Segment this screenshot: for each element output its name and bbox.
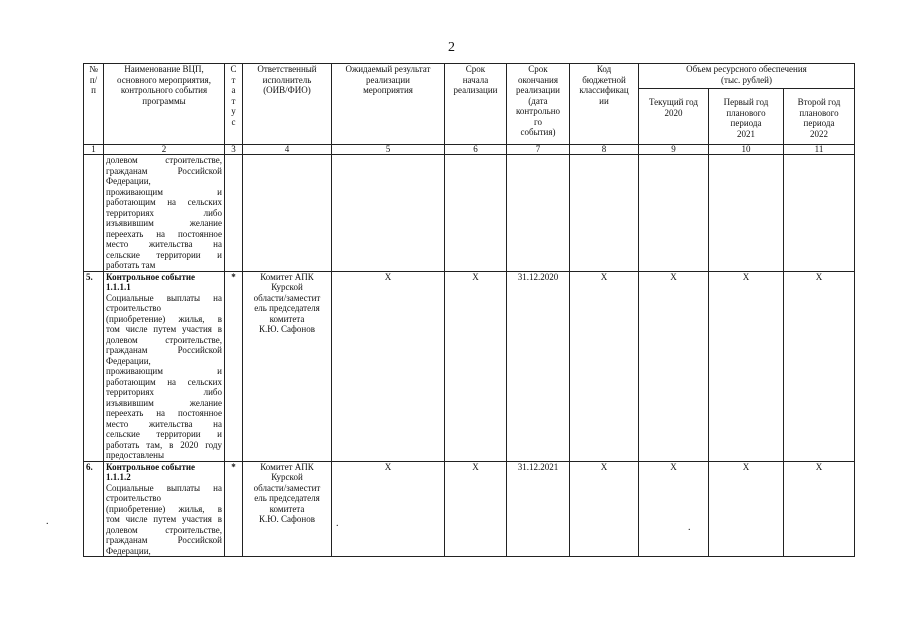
description-line: переехать на постоянное — [106, 228, 222, 239]
header-line: С — [230, 64, 237, 74]
header-executor — [243, 64, 332, 145]
description-line: строительство — [106, 493, 161, 503]
description-line: работать там, в 2020 году — [106, 439, 222, 450]
row-result: X — [332, 461, 445, 557]
header-line: (ОИВ/ФИО) — [263, 85, 311, 95]
header-line: Первый год — [723, 97, 769, 107]
header-line: № — [89, 64, 98, 74]
header-line: реализации — [366, 74, 410, 85]
description-line: долевом строительстве, — [106, 155, 222, 165]
event-code: 1.1.1.1 — [106, 282, 131, 292]
header-line: события) — [520, 127, 556, 137]
row-end — [507, 155, 570, 272]
resources-unit: (тыс. рублей) — [721, 74, 772, 85]
scan-speck: . — [336, 518, 339, 529]
executor-line: ель председателя — [254, 303, 320, 313]
description-line: долевом строительстве, — [106, 524, 222, 535]
executor-line: комитета — [269, 503, 305, 514]
header-line: Ожидаемый результат — [345, 64, 431, 74]
header-line: Срок — [528, 64, 548, 74]
description-line: работающим на сельских — [106, 197, 222, 207]
description-line: долевом строительстве, — [106, 334, 222, 345]
header-line: 2022 — [810, 128, 828, 139]
row-year-2021: X — [709, 271, 784, 461]
description-line: гражданам Российской — [106, 535, 222, 545]
header-line: 2021 — [737, 128, 755, 139]
header-line: исполнитель — [262, 74, 312, 85]
header-line: Код — [596, 64, 612, 74]
row-executor — [243, 271, 332, 461]
column-number: 1 — [84, 145, 104, 155]
event-code: 1.1.1.2 — [106, 472, 131, 482]
description-line: том числе путем участия в — [106, 514, 222, 524]
header-line: т — [231, 74, 236, 85]
description-line: том числе путем участия в — [106, 324, 222, 334]
executor-line: ель председателя — [254, 493, 320, 503]
header-line: с — [231, 116, 236, 127]
description-line: работающим на сельских — [106, 376, 222, 387]
header-line: мероприятия — [363, 85, 413, 95]
header-line: 2020 — [664, 107, 683, 118]
description-line: строительство — [106, 303, 161, 313]
row-result — [332, 155, 445, 272]
header-line: Наименование ВЦП, — [124, 64, 204, 74]
header-line: планового — [726, 107, 766, 118]
description-line: место жительства на — [106, 418, 222, 429]
description-line: территориях либо — [106, 207, 222, 218]
header-line: реализации — [453, 85, 498, 95]
description-line: проживающим и — [106, 366, 222, 376]
description-line: Федерации, — [106, 176, 151, 186]
header-line: т — [231, 95, 236, 106]
row-start — [445, 155, 507, 272]
row-year-2021 — [709, 155, 784, 272]
description-line: изъявившим желание — [106, 397, 222, 408]
row-status: * — [225, 271, 243, 461]
header-year-current — [639, 89, 709, 145]
row-status — [225, 155, 243, 272]
header-line: а — [231, 85, 236, 95]
row-year-2021: X — [709, 461, 784, 557]
header-line: реализации — [516, 85, 560, 95]
header-line: начала — [462, 74, 489, 85]
column-number: 9 — [639, 145, 709, 155]
executor-line: области/заместит — [253, 482, 321, 493]
description-line: гражданам Российской — [106, 165, 222, 176]
row-end: 31.12.2021 — [507, 461, 570, 557]
description-line: (приобретение) жилья, в — [106, 503, 222, 514]
header-status — [225, 64, 243, 145]
column-numbers-row — [84, 145, 855, 155]
description-line: сельские территории и — [106, 249, 222, 260]
header-num — [84, 64, 104, 145]
row-year-2022 — [784, 155, 855, 272]
header-resources — [639, 64, 855, 89]
column-number: 10 — [709, 145, 784, 155]
row-year-2022: X — [784, 461, 855, 557]
resources-title: Объем ресурсного обеспечения — [686, 64, 807, 74]
table-row — [84, 461, 855, 557]
table-row — [84, 271, 855, 461]
header-line: контрольно — [515, 106, 561, 116]
table-row — [84, 155, 855, 272]
executor-line: Курской — [271, 472, 303, 482]
executor-line: К.Ю. Сафонов — [259, 514, 315, 524]
header-line: планового — [799, 107, 839, 118]
header-line: Срок — [465, 64, 486, 74]
header-line: Второй год — [797, 97, 841, 107]
header-line: п/ — [89, 74, 98, 85]
row-name — [104, 155, 225, 272]
header-result — [332, 64, 445, 145]
executor-line: области/заместит — [253, 292, 321, 303]
description-line: Социальные выплаты на — [106, 482, 222, 493]
header-line: контрольного события — [120, 85, 208, 95]
header-line: окончания — [517, 74, 559, 85]
header-line: классификац — [579, 85, 629, 95]
program-table — [83, 63, 855, 557]
description-line: Социальные выплаты на — [106, 292, 222, 303]
column-number: 2 — [104, 145, 225, 155]
row-name — [104, 271, 225, 461]
event-title: Контрольное событие — [106, 461, 196, 472]
header-end — [507, 64, 570, 145]
executor-line: Комитет АПК — [260, 271, 314, 282]
header-line: Текущий год — [649, 97, 698, 107]
row-number — [84, 155, 104, 272]
header-start — [445, 64, 507, 145]
column-number: 5 — [332, 145, 445, 155]
row-result: X — [332, 271, 445, 461]
header-line: Ответственный — [257, 64, 317, 74]
executor-line: К.Ю. Сафонов — [259, 324, 315, 334]
header-line: периода — [803, 118, 835, 128]
scan-speck: . — [688, 522, 691, 533]
description-line: Федерации, — [106, 545, 151, 556]
description-line: место жительства на — [106, 239, 222, 249]
row-number: 5. — [84, 271, 104, 461]
row-year-2020: X — [639, 271, 709, 461]
column-number: 6 — [445, 145, 507, 155]
header-line: у — [231, 106, 236, 116]
scan-speck: . — [46, 516, 49, 527]
header-year-second — [784, 89, 855, 145]
header-line: п — [91, 85, 96, 95]
column-number: 11 — [784, 145, 855, 155]
header-line: основного мероприятия, — [117, 74, 211, 85]
header-name — [104, 64, 225, 145]
description-line: (приобретение) жилья, в — [106, 313, 222, 324]
row-year-2020 — [639, 155, 709, 272]
row-kbk — [570, 155, 639, 272]
header-line: го — [534, 116, 542, 127]
row-status: * — [225, 461, 243, 557]
executor-line: Комитет АПК — [260, 461, 314, 472]
header-line: ии — [599, 95, 609, 106]
row-executor — [243, 155, 332, 272]
header-year-first — [709, 89, 784, 145]
header-code — [570, 64, 639, 145]
row-year-2020: X — [639, 461, 709, 557]
row-year-2022: X — [784, 271, 855, 461]
description-line: предоставлены — [106, 450, 165, 460]
executor-line: Курской — [271, 282, 303, 292]
row-kbk: X — [570, 461, 639, 557]
description-line: сельские территории и — [106, 429, 222, 439]
row-end: 31.12.2020 — [507, 271, 570, 461]
column-number: 3 — [225, 145, 243, 155]
description-line: гражданам Российской — [106, 345, 222, 355]
row-number: 6. — [84, 461, 104, 557]
column-number: 4 — [243, 145, 332, 155]
description-line: территориях либо — [106, 387, 222, 397]
header-line: программы — [142, 95, 186, 106]
description-line: проживающим и — [106, 186, 222, 197]
column-number: 7 — [507, 145, 570, 155]
row-start: X — [445, 461, 507, 557]
executor-line: комитета — [269, 313, 305, 324]
description-line: изъявившим желание — [106, 218, 222, 228]
header-row — [84, 64, 855, 89]
row-name — [104, 461, 225, 557]
header-line: периода — [730, 118, 762, 128]
row-executor — [243, 461, 332, 557]
description-line: работать там — [106, 260, 156, 270]
description-line: Федерации, — [106, 355, 151, 366]
header-line: (дата — [528, 95, 548, 106]
column-number: 8 — [570, 145, 639, 155]
page-number: 2 — [448, 40, 455, 55]
header-line: бюджетной — [582, 74, 626, 85]
row-kbk: X — [570, 271, 639, 461]
row-start: X — [445, 271, 507, 461]
description-line: переехать на постоянное — [106, 408, 222, 418]
event-title: Контрольное событие — [106, 271, 196, 282]
